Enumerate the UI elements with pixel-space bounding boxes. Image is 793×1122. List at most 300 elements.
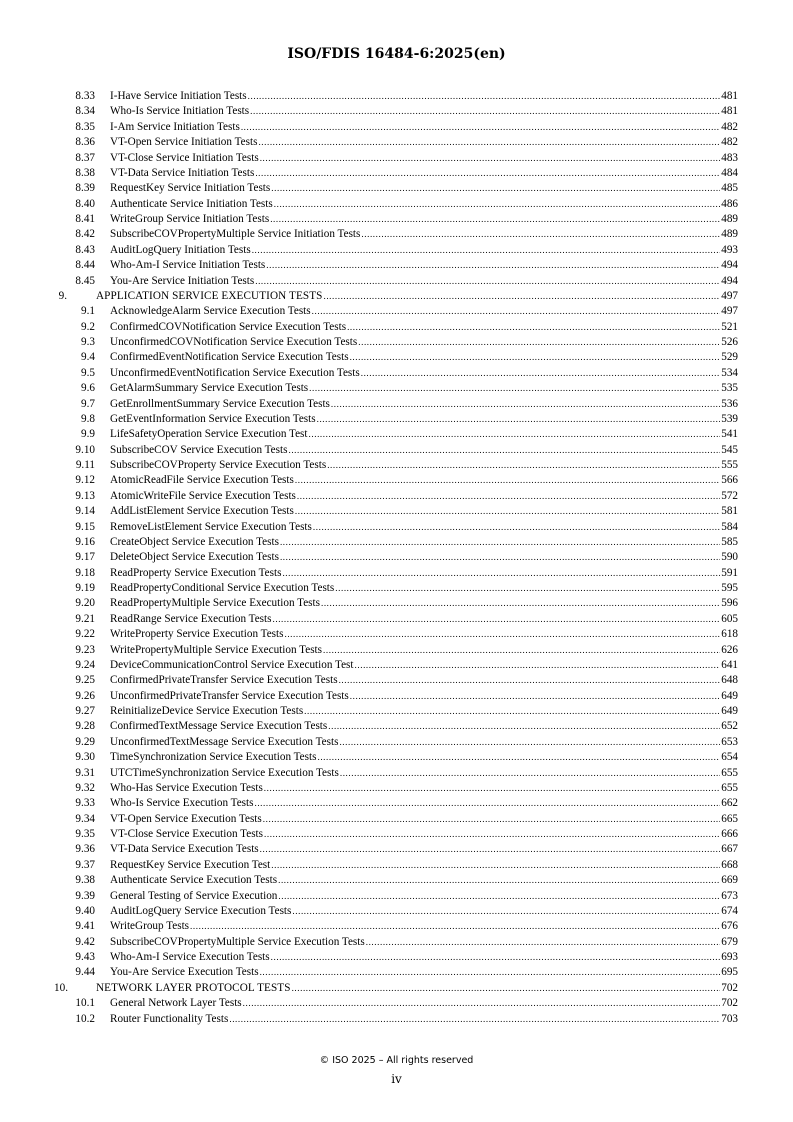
dot-leader (255, 166, 720, 181)
toc-entry-page: 702 (721, 997, 738, 1010)
toc-entry-page: 481 (721, 90, 738, 102)
toc-entry[interactable] (54, 89, 738, 104)
toc-entry-number: 9.24 (75, 658, 95, 671)
toc-entry-number: 9.9 (81, 428, 95, 441)
toc-entry-title[interactable]: VT-Open Service Initiation Tests (110, 136, 258, 149)
toc-entry-number: 9.30 (75, 751, 95, 764)
toc-entry-number: 9.41 (75, 920, 95, 933)
toc-entry-title[interactable]: DeleteObject Service Execution Tests (110, 551, 279, 564)
toc-entry-title[interactable]: UnconfirmedEventNotification Service Execution Tests (110, 366, 360, 379)
toc-entry-page: 486 (721, 197, 738, 210)
toc-entry[interactable] (54, 489, 738, 504)
dot-leader (264, 827, 720, 842)
toc-entry[interactable] (54, 197, 738, 212)
dot-leader (273, 612, 721, 627)
dot-leader (260, 151, 721, 166)
toc-entry[interactable] (54, 1012, 738, 1027)
toc-entry-number: 9.8 (81, 412, 95, 425)
toc-entry-page: 649 (721, 705, 738, 717)
toc-entry-title[interactable]: ConfirmedEventNotification Service Execution Tests (110, 351, 349, 364)
toc-entry-number: 9.33 (75, 797, 95, 810)
toc-entry-page: 655 (721, 781, 738, 794)
dot-leader (260, 965, 721, 980)
toc-entry-title[interactable]: ReadPropertyMultiple Service Execution Tests (110, 597, 320, 610)
toc-entry-title[interactable]: AcknowledgeAlarm Service Execution Tests (110, 305, 311, 318)
toc-entry[interactable] (54, 258, 738, 273)
toc-entry-page: 585 (721, 535, 738, 548)
toc-entry[interactable] (54, 274, 738, 289)
toc-entry-title[interactable]: TimeSynchronization Service Execution Tests (110, 751, 317, 764)
dot-leader (309, 427, 721, 442)
toc-entry-number: 9.39 (75, 889, 95, 902)
toc-entry[interactable] (54, 335, 738, 350)
toc-entry-title[interactable]: LifeSafetyOperation Service Execution Test (110, 428, 308, 441)
toc-entry-title[interactable]: General Testing of Service Execution (110, 889, 278, 902)
dot-leader (264, 781, 720, 796)
toc-entry-title[interactable]: RequestKey Service Initiation Tests (110, 182, 271, 195)
toc-entry-title[interactable]: General Network Layer Tests (110, 997, 242, 1010)
dot-leader (252, 243, 721, 258)
toc-entry[interactable] (54, 889, 738, 904)
toc-entry-number: 9.5 (81, 366, 95, 379)
toc-entry[interactable] (54, 781, 738, 796)
toc-entry-number: 9.22 (75, 628, 95, 641)
toc-entry-title[interactable]: VT-Close Service Initiation Tests (110, 151, 259, 164)
dot-leader (304, 704, 720, 719)
toc-entry-title[interactable]: Authenticate Service Initiation Tests (110, 197, 273, 210)
toc-entry[interactable] (54, 304, 738, 319)
toc-entry[interactable] (54, 381, 738, 396)
toc-entry-page: 605 (721, 612, 738, 625)
toc-entry-number: 9.26 (75, 689, 95, 702)
toc-entry-number: 9.11 (75, 459, 95, 471)
toc-entry[interactable] (54, 151, 738, 166)
dot-leader (255, 274, 720, 289)
toc-entry-number: 9.18 (75, 566, 95, 579)
toc-entry-page: 590 (721, 551, 738, 564)
dot-leader (366, 935, 720, 950)
toc-entry-page: 679 (721, 935, 738, 948)
toc-entry-page: 497 (721, 305, 738, 318)
toc-entry-page: 521 (721, 320, 738, 333)
toc-entry-title[interactable]: GetEnrollmentSummary Service Execution Tests (110, 397, 330, 410)
toc-entry-title[interactable]: I-Am Service Initiation Tests (110, 120, 240, 133)
copyright-notice: © ISO 2025 – All rights reserved (319, 1055, 474, 1066)
dot-leader (317, 750, 720, 765)
toc-entry-page: 626 (721, 643, 738, 656)
toc-entry-page: 493 (721, 243, 738, 256)
dot-leader (309, 381, 720, 396)
toc-entry-number: 10.2 (75, 1012, 95, 1025)
toc-entry[interactable] (54, 320, 738, 335)
toc-entry-title[interactable]: UnconfirmedTextMessage Service Execution Tests (110, 735, 339, 748)
dot-leader (284, 627, 720, 642)
toc-entry-number: 9.20 (75, 597, 95, 610)
toc-entry-title[interactable]: WriteGroup Tests (110, 920, 190, 933)
toc-entry[interactable] (54, 227, 738, 242)
dot-leader (190, 919, 720, 934)
toc-entry[interactable] (54, 704, 738, 719)
toc-entry-title[interactable]: SubscribeCOVPropertyMultiple Service Execution Tests (110, 935, 365, 948)
toc-entry[interactable] (54, 350, 738, 365)
toc-entry[interactable] (54, 996, 738, 1011)
toc-entry[interactable] (54, 581, 738, 596)
dot-leader (321, 596, 720, 611)
toc-entry-title[interactable]: I-Have Service Initiation Tests (110, 90, 247, 102)
toc-entry-title[interactable]: GetAlarmSummary Service Execution Tests (110, 382, 309, 395)
dot-leader (271, 181, 720, 196)
dot-leader (292, 904, 720, 919)
toc-entry-number: 9.37 (75, 858, 95, 871)
dot-leader (328, 719, 720, 734)
toc-entry-page: 702 (721, 981, 738, 994)
toc-entry-title[interactable]: RequestKey Service Execution Test (110, 858, 271, 871)
toc-entry-page: 669 (721, 874, 738, 887)
toc-entry-title[interactable]: AuditLogQuery Initiation Tests (110, 243, 251, 256)
toc-entry-page: 535 (721, 382, 738, 395)
toc-entry[interactable] (54, 120, 738, 135)
toc-entry-page: 673 (721, 889, 738, 902)
toc-entry-number: 8.33 (75, 90, 95, 102)
toc-entry-page: 483 (721, 151, 738, 164)
toc-entry-title[interactable]: ConfirmedPrivateTransfer Service Execution Tests (110, 674, 338, 687)
toc-entry-number: 9.44 (75, 966, 95, 979)
toc-entry[interactable] (54, 873, 738, 888)
toc-entry-title[interactable]: VT-Close Service Execution Tests (110, 828, 264, 840)
toc-entry-page: 536 (721, 397, 738, 410)
dot-leader (317, 412, 721, 427)
toc-entry-number: 8.43 (75, 243, 95, 256)
toc-entry-title[interactable]: ReadRange Service Execution Tests (110, 612, 272, 625)
toc-entry-title[interactable]: Who-Is Service Execution Tests (110, 797, 254, 810)
toc-entry-page: 489 (721, 228, 738, 241)
toc-entry-title[interactable]: AtomicReadFile Service Execution Tests (110, 474, 294, 487)
toc-entry-title[interactable]: AuditLogQuery Service Execution Tests (110, 904, 292, 917)
dot-leader (340, 766, 720, 781)
toc-entry-page: 653 (721, 735, 738, 748)
toc-entry[interactable] (54, 796, 738, 811)
toc-entry[interactable] (54, 550, 738, 565)
toc-entry[interactable] (54, 212, 738, 227)
dot-leader (292, 981, 721, 996)
toc-entry-number: 9.35 (75, 828, 95, 840)
table-of-contents (54, 89, 738, 1027)
toc-entry-title[interactable]: You-Are Service Initiation Tests (110, 274, 255, 287)
dot-leader (280, 550, 720, 565)
toc-entry-page: 674 (721, 904, 738, 917)
toc-entry-title[interactable]: NETWORK LAYER PROTOCOL TESTS (96, 981, 291, 994)
dot-leader (274, 197, 720, 212)
toc-entry-page: 482 (721, 136, 738, 149)
toc-entry-number: 9.13 (75, 489, 95, 502)
dot-leader (270, 212, 720, 227)
page-number: iv (391, 1072, 402, 1086)
dot-leader (243, 996, 721, 1011)
toc-entry[interactable] (54, 643, 738, 658)
toc-entry-title[interactable]: VT-Data Service Execution Tests (110, 843, 259, 856)
toc-entry-number: 9.2 (81, 320, 95, 333)
toc-entry-title[interactable]: UTCTimeSynchronization Service Execution Tests (110, 766, 339, 779)
dot-leader (229, 1012, 720, 1027)
dot-leader (313, 520, 720, 535)
dot-leader (271, 950, 721, 965)
toc-entry[interactable] (54, 427, 738, 442)
toc-entry-page: 654 (721, 751, 738, 764)
dot-leader (361, 227, 720, 242)
toc-entry[interactable] (54, 104, 738, 119)
toc-entry-page: 584 (721, 520, 738, 533)
toc-entry-number: 8.34 (75, 105, 95, 118)
toc-entry[interactable] (54, 243, 738, 258)
toc-entry-page: 641 (721, 658, 738, 671)
toc-entry-number: 8.39 (75, 182, 95, 195)
toc-entry[interactable] (54, 965, 738, 980)
toc-entry-number: 9.36 (75, 843, 95, 856)
dot-leader (339, 735, 720, 750)
toc-entry-page: 695 (721, 966, 738, 979)
toc-entry-page: 529 (721, 351, 738, 364)
dot-leader (361, 366, 720, 381)
toc-entry-number: 9.10 (75, 443, 95, 456)
toc-entry-page: 618 (721, 628, 738, 641)
toc-entry-number: 9.7 (81, 397, 95, 410)
toc-entry-title[interactable]: UnconfirmedPrivateTransfer Service Execution Tests (110, 689, 349, 702)
dot-leader (358, 335, 720, 350)
toc-entry-number: 9.3 (81, 336, 95, 348)
toc-entry-title[interactable]: SubscribeCOVPropertyMultiple Service Initiation Tests (110, 228, 361, 241)
toc-entry-number: 9.40 (75, 904, 95, 917)
toc-entry[interactable] (54, 443, 738, 458)
toc-entry[interactable] (54, 181, 738, 196)
toc-entry-title[interactable]: DeviceCommunicationControl Service Execution Test (110, 658, 354, 671)
dot-leader (350, 689, 720, 704)
toc-entry-title[interactable]: VT-Data Service Initiation Tests (110, 166, 255, 179)
toc-entry-number: 9.6 (81, 382, 95, 395)
toc-entry-title[interactable]: SubscribeCOVProperty Service Execution Tests (110, 459, 327, 471)
toc-entry-page: 484 (721, 166, 738, 179)
dot-leader (323, 289, 720, 304)
dot-leader (350, 350, 721, 365)
toc-entry-title[interactable]: WriteGroup Service Initiation Tests (110, 213, 270, 225)
toc-entry[interactable] (54, 735, 738, 750)
toc-entry-page: 648 (721, 674, 738, 687)
toc-entry-title[interactable]: ReinitializeDevice Service Execution Tests (110, 705, 304, 717)
dot-leader (258, 135, 720, 150)
toc-entry-number: 10. (54, 981, 68, 994)
toc-entry-page: 667 (721, 843, 738, 856)
toc-entry-page: 666 (721, 828, 738, 840)
toc-entry-number: 8.36 (75, 136, 95, 149)
toc-entry[interactable] (54, 935, 738, 950)
toc-entry[interactable] (54, 981, 738, 996)
dot-leader (241, 120, 720, 135)
dot-leader (282, 566, 720, 581)
toc-entry[interactable] (54, 289, 738, 304)
toc-entry[interactable] (54, 858, 738, 873)
toc-entry-title[interactable]: You-Are Service Execution Tests (110, 966, 259, 979)
toc-entry-number: 9.12 (75, 474, 95, 487)
dot-leader (278, 873, 720, 888)
toc-entry[interactable] (54, 566, 738, 581)
toc-entry[interactable] (54, 135, 738, 150)
dot-leader (323, 643, 720, 658)
toc-entry[interactable] (54, 904, 738, 919)
dot-leader (288, 443, 720, 458)
toc-entry-title[interactable]: AtomicWriteFile Service Execution Tests (110, 489, 296, 502)
toc-entry[interactable] (54, 596, 738, 611)
toc-entry[interactable] (54, 950, 738, 965)
toc-entry-title[interactable]: Router Functionality Tests (110, 1012, 229, 1025)
toc-entry-page: 534 (721, 366, 738, 379)
toc-entry-title[interactable]: Who-Has Service Execution Tests (110, 781, 263, 794)
toc-entry-number: 9.17 (75, 551, 95, 564)
toc-entry-page: 539 (721, 412, 738, 425)
toc-entry-number: 9.31 (75, 766, 95, 779)
toc-entry[interactable] (54, 812, 738, 827)
toc-entry-page: 526 (721, 336, 738, 348)
toc-entry[interactable] (54, 504, 738, 519)
toc-entry[interactable] (54, 535, 738, 550)
toc-entry-number: 9.38 (75, 874, 95, 887)
dot-leader (271, 858, 720, 873)
dot-leader (355, 658, 721, 673)
dot-leader (266, 258, 720, 273)
toc-entry-page: 581 (721, 505, 738, 518)
toc-entry-page: 676 (721, 920, 738, 933)
toc-entry-number: 8.40 (75, 197, 95, 210)
dot-leader (327, 458, 720, 473)
toc-entry-number: 9.21 (75, 612, 95, 625)
toc-entry-page: 655 (721, 766, 738, 779)
toc-entry-number: 9.32 (75, 781, 95, 794)
dot-leader (260, 842, 721, 857)
toc-entry[interactable] (54, 366, 738, 381)
toc-entry-title[interactable]: Who-Am-I Service Execution Tests (110, 951, 270, 963)
dot-leader (280, 535, 720, 550)
toc-entry[interactable] (54, 673, 738, 688)
toc-entry[interactable] (54, 397, 738, 412)
toc-entry-number: 9.29 (75, 735, 95, 748)
toc-entry-number: 8.45 (75, 274, 95, 287)
toc-entry-number: 9.4 (81, 351, 95, 364)
toc-entry[interactable] (54, 458, 738, 473)
dot-leader (297, 489, 720, 504)
dot-leader (347, 320, 720, 335)
toc-entry-title[interactable]: ConfirmedCOVNotification Service Execution Tests (110, 320, 347, 333)
toc-entry-number: 8.42 (75, 228, 95, 241)
toc-entry-page: 693 (721, 951, 738, 963)
document-title: ISO/FDIS 16484-6:2025(en) (287, 46, 506, 62)
toc-entry-number: 9.43 (75, 951, 95, 963)
dot-leader (295, 504, 720, 519)
toc-entry-page: 545 (721, 443, 738, 456)
toc-entry-number: 9.27 (75, 705, 95, 717)
toc-entry[interactable] (54, 627, 738, 642)
dot-leader (295, 473, 720, 488)
toc-entry-page: 494 (721, 259, 738, 272)
toc-entry-number: 8.44 (75, 259, 95, 272)
toc-entry-page: 649 (721, 689, 738, 702)
toc-entry-page: 591 (721, 566, 738, 579)
toc-entry-page: 481 (721, 105, 738, 118)
toc-entry-number: 9.1 (81, 305, 95, 318)
toc-entry-number: 9.25 (75, 674, 95, 687)
dot-leader (248, 89, 721, 104)
toc-entry-page: 485 (721, 182, 738, 195)
toc-entry-title[interactable]: ReadPropertyConditional Service Execution Tests (110, 582, 335, 594)
toc-entry[interactable] (54, 612, 738, 627)
toc-entry-title[interactable]: AddListElement Service Execution Tests (110, 505, 294, 518)
toc-entry-number: 9.16 (75, 535, 95, 548)
toc-entry-number: 9.34 (75, 812, 95, 825)
toc-entry-number: 8.41 (75, 213, 95, 225)
toc-entry-title[interactable]: CreateObject Service Execution Tests (110, 535, 279, 548)
toc-entry[interactable] (54, 827, 738, 842)
toc-entry-title[interactable]: RemoveListElement Service Execution Tests (110, 520, 312, 533)
toc-entry[interactable] (54, 750, 738, 765)
toc-entry[interactable] (54, 842, 738, 857)
toc-entry[interactable] (54, 689, 738, 704)
toc-entry-number: 9.42 (75, 935, 95, 948)
toc-entry-number: 9.14 (75, 505, 95, 518)
toc-entry-page: 494 (721, 274, 738, 287)
toc-entry-title[interactable]: VT-Open Service Execution Tests (110, 812, 262, 825)
toc-entry-title[interactable]: GetEventInformation Service Execution Tests (110, 412, 316, 425)
dot-leader (331, 397, 720, 412)
toc-entry-page: 665 (721, 812, 738, 825)
toc-entry-title[interactable]: SubscribeCOV Service Execution Tests (110, 443, 288, 456)
toc-entry-title[interactable]: Authenticate Service Execution Tests (110, 874, 278, 887)
toc-entry[interactable] (54, 719, 738, 734)
toc-entry-number: 10.1 (75, 997, 95, 1010)
toc-entry-number: 8.38 (75, 166, 95, 179)
toc-entry-page: 596 (721, 597, 738, 610)
toc-entry-page: 703 (721, 1012, 738, 1025)
toc-entry-page: 555 (721, 459, 738, 471)
toc-entry-page: 566 (721, 474, 738, 487)
toc-entry[interactable] (54, 520, 738, 535)
dot-leader (335, 581, 720, 596)
toc-entry-number: 9. (58, 289, 67, 302)
toc-entry-title[interactable]: Who-Is Service Initiation Tests (110, 105, 250, 118)
toc-entry[interactable] (54, 766, 738, 781)
toc-entry[interactable] (54, 412, 738, 427)
toc-entry-title[interactable]: APPLICATION SERVICE EXECUTION TESTS (96, 289, 323, 302)
toc-entry-title[interactable]: WritePropertyMultiple Service Execution Tests (110, 643, 323, 656)
toc-entry[interactable] (54, 658, 738, 673)
toc-entry-number: 9.23 (75, 643, 95, 656)
toc-entry-number: 8.37 (75, 151, 95, 164)
toc-entry[interactable] (54, 473, 738, 488)
toc-entry-page: 668 (721, 858, 738, 871)
dot-leader (278, 889, 720, 904)
toc-entry-number: 9.28 (75, 720, 95, 733)
toc-entry[interactable] (54, 166, 738, 181)
dot-leader (263, 812, 720, 827)
toc-entry-page: 652 (721, 720, 738, 733)
toc-entry-title[interactable]: ConfirmedTextMessage Service Execution Tests (110, 720, 328, 733)
toc-entry-title[interactable]: UnconfirmedCOVNotification Service Execution Tests (110, 336, 358, 348)
toc-entry-number: 9.15 (75, 520, 95, 533)
dot-leader (312, 304, 721, 319)
toc-entry-title[interactable]: ReadProperty Service Execution Tests (110, 566, 282, 579)
toc-entry[interactable] (54, 919, 738, 934)
toc-entry-title[interactable]: WriteProperty Service Execution Tests (110, 628, 284, 641)
toc-entry-title[interactable]: Who-Am-I Service Initiation Tests (110, 259, 266, 272)
dot-leader (339, 673, 721, 688)
toc-entry-number: 8.35 (75, 120, 95, 133)
toc-entry-page: 572 (721, 489, 738, 502)
